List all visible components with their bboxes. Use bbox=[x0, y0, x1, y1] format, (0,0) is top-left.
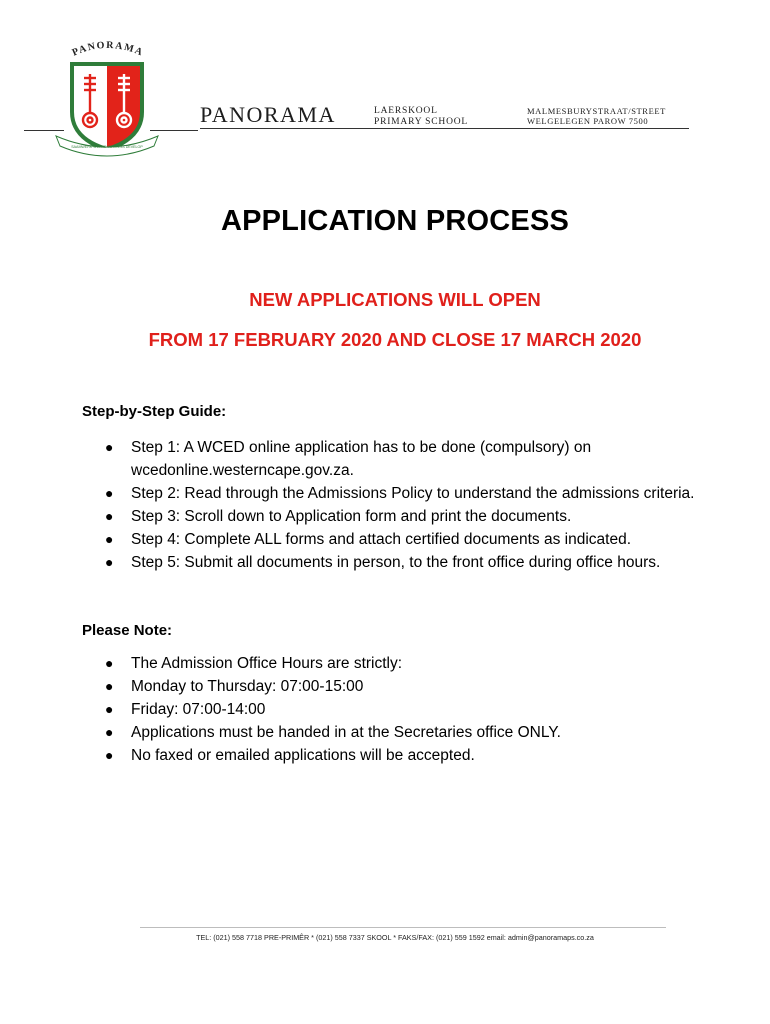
guide-step-1: Step 1: A WCED online application has to be done (compulsory) on wcedonline.westerncape.gov.za. bbox=[131, 439, 592, 479]
list-item bbox=[82, 528, 742, 551]
school-crest-logo bbox=[52, 40, 162, 160]
note-item-2: Monday to Thursday: 07:00-15:00 bbox=[131, 678, 364, 695]
school-type-line-1: LAERSKOOL bbox=[374, 106, 438, 116]
bullet-icon: ● bbox=[105, 485, 114, 501]
footer-divider bbox=[140, 927, 666, 928]
announcement-line-1: NEW APPLICATIONS WILL OPEN bbox=[249, 289, 541, 310]
announcement-line-2: FROM 17 FEBRUARY 2020 AND CLOSE 17 MARCH 2020 bbox=[148, 329, 642, 350]
guide-step-4: Step 4: Complete ALL forms and attach certified documents as indicated. bbox=[131, 531, 632, 548]
note-item-4: Applications must be handed in at the Secretaries office ONLY. bbox=[131, 724, 561, 741]
guide-heading: Step-by-Step Guide: bbox=[82, 403, 227, 420]
bullet-icon: ● bbox=[105, 747, 114, 763]
bullet-icon: ● bbox=[105, 678, 114, 694]
header-line-left-2 bbox=[150, 130, 198, 131]
list-item bbox=[82, 436, 742, 482]
guide-step-3: Step 3: Scroll down to Application form and print the documents. bbox=[131, 508, 572, 525]
school-type bbox=[374, 106, 468, 128]
list-item bbox=[82, 551, 742, 574]
header-line-left bbox=[24, 130, 64, 131]
crest-ribbon-text: SAAMWERK WERKE SUCCESS DEVELOP bbox=[71, 145, 143, 149]
note-heading: Please Note: bbox=[82, 622, 173, 639]
address-line-1: MALMESBURYSTRAAT/STREET bbox=[527, 106, 666, 116]
header-line-right bbox=[200, 128, 689, 129]
note-item-3: Friday: 07:00-14:00 bbox=[131, 701, 266, 718]
list-item bbox=[82, 482, 742, 505]
list-item bbox=[82, 652, 742, 675]
note-item-5: No faxed or emailed applications will be accepted. bbox=[131, 747, 475, 764]
list-item bbox=[82, 505, 742, 528]
list-item bbox=[82, 698, 742, 721]
bullet-icon: ● bbox=[105, 531, 114, 547]
footer-contact: TEL: (021) 558 7718 PRE-PRIMÊR * (021) 558 7337 SKOOL * FAKS/FAX: (021) 559 1592 email: admin@panoramaps.co.za bbox=[196, 933, 594, 942]
address-line-2: WELGELEGEN PAROW 7500 bbox=[527, 116, 649, 126]
bullet-icon: ● bbox=[105, 701, 114, 717]
bullet-icon: ● bbox=[105, 655, 114, 671]
list-item bbox=[82, 721, 742, 744]
bullet-icon: ● bbox=[105, 508, 114, 524]
guide-step-2: Step 2: Read through the Admissions Policy to understand the admissions criteria. bbox=[131, 485, 695, 502]
crest-arc-text: PANORAMA bbox=[70, 40, 146, 59]
list-item bbox=[82, 675, 742, 698]
note-list bbox=[82, 652, 742, 767]
bullet-icon: ● bbox=[105, 554, 114, 570]
svg-text:PANORAMA bbox=[71, 40, 146, 59]
guide-step-5: Step 5: Submit all documents in person, to the front office during office hours. bbox=[131, 554, 661, 571]
school-address bbox=[527, 106, 666, 126]
guide-list bbox=[82, 436, 742, 574]
bullet-icon: ● bbox=[105, 439, 114, 455]
school-type-line-2: PRIMARY SCHOOL bbox=[374, 117, 468, 127]
bullet-icon: ● bbox=[105, 724, 114, 740]
list-item bbox=[82, 744, 742, 767]
note-item-1: The Admission Office Hours are strictly: bbox=[131, 655, 403, 672]
page-title: APPLICATION PROCESS bbox=[220, 205, 570, 237]
school-name: PANORAMA bbox=[200, 102, 336, 127]
